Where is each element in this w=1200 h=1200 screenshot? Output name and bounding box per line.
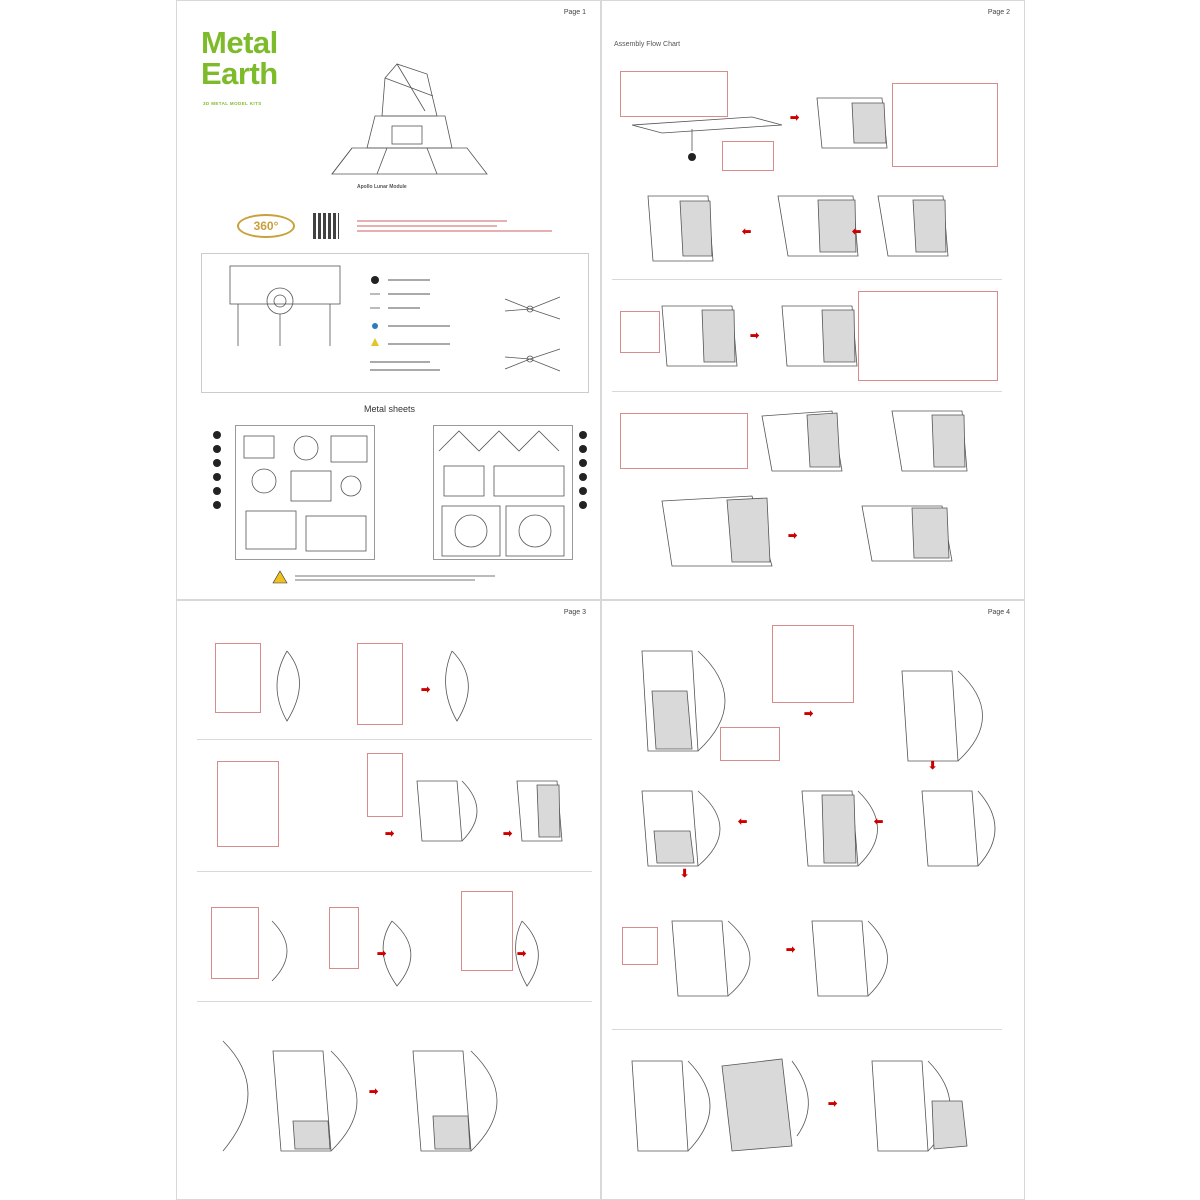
page-number: Page 2 (987, 9, 1010, 16)
legend-box (201, 253, 589, 393)
brand-logo (201, 27, 278, 89)
instruction-page-1 (176, 0, 601, 600)
instruction-page-2 (601, 0, 1025, 600)
flow-arrow: ➡ (788, 530, 798, 542)
logo-subtitle: 3D METAL MODEL KITS (203, 101, 262, 106)
flow-arrow: ⬅ (742, 226, 752, 238)
flow-arrow: ➡ (503, 828, 513, 840)
warning-text-lines (295, 573, 495, 583)
logo-line-2: Earth (201, 56, 278, 91)
flow-arrow: ➡ (786, 944, 796, 956)
flow-arrow: ➡ (421, 684, 431, 696)
metal-sheet-2 (433, 425, 573, 560)
flow-arrow: ➡ (828, 1098, 838, 1110)
flow-arrow: ➡ (790, 112, 800, 124)
section-divider (612, 279, 1002, 280)
step-box (620, 311, 660, 353)
pliers-icon (500, 289, 570, 379)
flow-arrow: ➡ (517, 948, 527, 960)
step-box (217, 761, 279, 847)
step-box (858, 291, 998, 381)
page-number: Page 1 (563, 9, 586, 16)
section-divider (197, 739, 592, 740)
metal-sheet-2-parts (434, 426, 574, 561)
section-divider (612, 1029, 1002, 1030)
module-drawing (213, 1021, 553, 1161)
instruction-page-3 (176, 600, 601, 1200)
module-drawing (622, 1041, 1012, 1161)
metal-sheets-title: Metal sheets (363, 404, 416, 414)
module-drawing (812, 93, 892, 153)
module-drawing (638, 186, 968, 266)
step-box (211, 907, 259, 979)
badge-360-label: 360° (253, 219, 279, 233)
section-divider (197, 871, 592, 872)
step-box (620, 413, 748, 469)
step-box (722, 141, 774, 171)
step-box (720, 727, 780, 761)
metal-sheet-1 (235, 425, 375, 560)
qr-code (313, 213, 339, 239)
module-drawing (407, 771, 587, 851)
flow-arrow: ⬅ (852, 226, 862, 238)
part-drawing (267, 641, 507, 731)
step-box (892, 83, 998, 167)
step-box (215, 643, 261, 713)
flow-arrow: ➡ (750, 330, 760, 342)
flow-arrow: ⬇ (680, 868, 690, 880)
warning-icon (273, 571, 287, 583)
module-drawing (642, 486, 1002, 576)
flow-arrow: ⬅ (738, 816, 748, 828)
section-title: Assembly Flow Chart (614, 41, 681, 48)
page-number: Page 3 (563, 609, 586, 616)
tab-diagram (230, 266, 340, 356)
page-number: Page 4 (987, 609, 1010, 616)
step-box (367, 753, 403, 817)
flow-arrow: ⬇ (928, 760, 938, 772)
step-box (622, 927, 658, 965)
module-drawing (632, 781, 1012, 871)
badge-360 (237, 214, 295, 238)
flow-arrow: ⬅ (874, 816, 884, 828)
logo-line-1: Metal (201, 25, 278, 60)
lunar-module-illustration (327, 56, 497, 181)
flow-arrow: ➡ (377, 948, 387, 960)
part-number-dots-right (579, 431, 587, 515)
step-box (772, 625, 854, 703)
part-number-dots-left (213, 431, 221, 515)
module-drawing (752, 401, 1012, 481)
metal-sheet-1-parts (236, 426, 376, 561)
section-divider (197, 1001, 592, 1002)
instruction-page-4 (601, 600, 1025, 1200)
model-name: Apollo Lunar Module (357, 184, 407, 190)
flow-arrow: ➡ (369, 1086, 379, 1098)
flow-arrow: ➡ (385, 828, 395, 840)
flow-arrow: ➡ (804, 708, 814, 720)
section-divider (612, 391, 1002, 392)
legend-symbols (370, 266, 490, 386)
info-lines (357, 217, 567, 235)
